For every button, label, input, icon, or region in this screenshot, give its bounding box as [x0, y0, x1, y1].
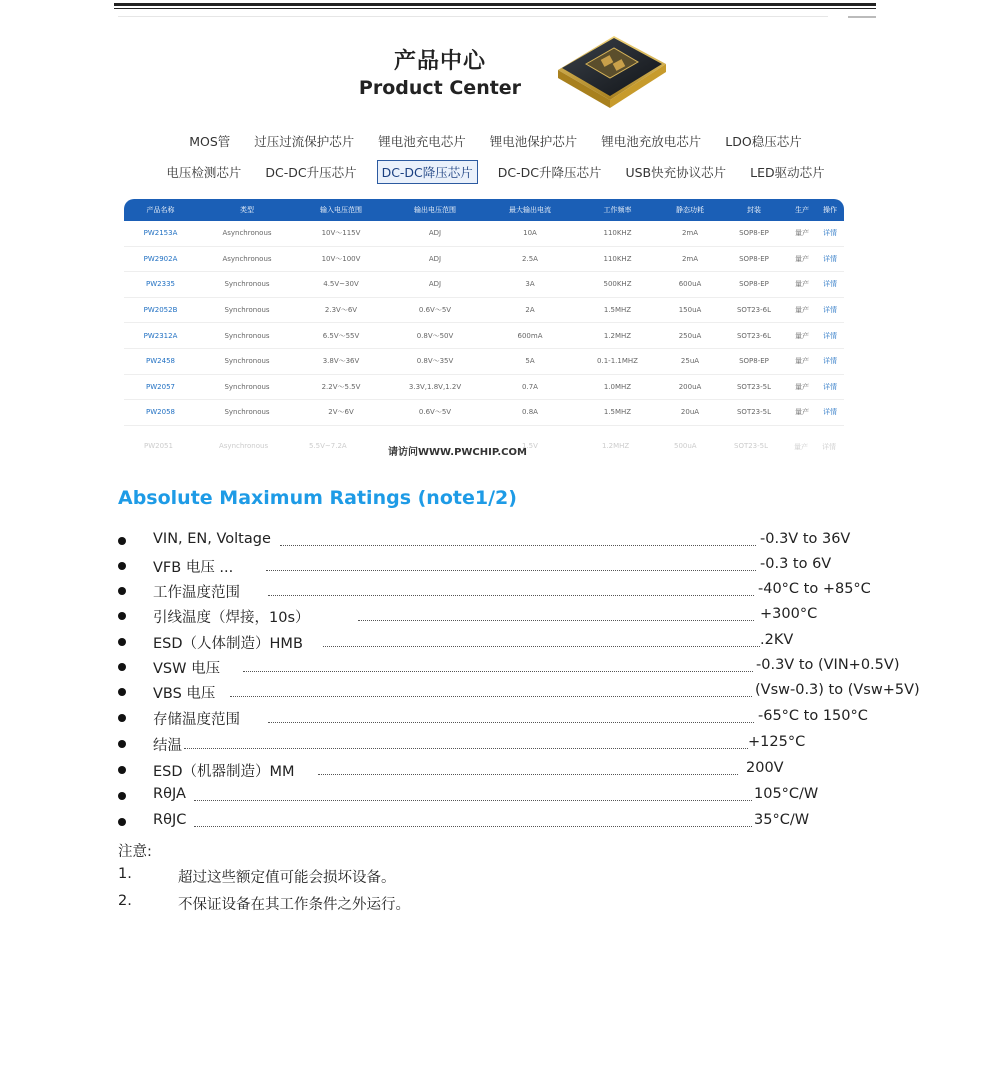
dot-leader: [323, 634, 760, 647]
cell-model[interactable]: PW2312A: [124, 323, 197, 349]
rating-value: +125°C: [748, 734, 806, 750]
cell-input: 6.5V～55V: [297, 323, 385, 349]
cell-frequency: 1.2MHZ: [575, 323, 660, 349]
category-boost[interactable]: DC-DC升压芯片: [265, 165, 357, 180]
cell-production: 量产: [788, 374, 816, 400]
bullet-icon: [118, 537, 126, 545]
cell-output: ADJ: [385, 246, 485, 272]
cell-model[interactable]: PW2153A: [124, 221, 197, 246]
header-input-range: 输入电压范围: [297, 199, 385, 221]
cell-package: SOP8-EP: [720, 246, 788, 272]
cell-model[interactable]: PW2052B: [124, 297, 197, 323]
cell-input: 4.5V~30V: [297, 272, 385, 298]
cell-quiescent: 200uA: [660, 374, 720, 400]
bullet-icon: [118, 688, 126, 696]
table-row: [124, 246, 844, 272]
cell-frequency: 1.5MHZ: [575, 400, 660, 426]
notes-title: 注意:: [118, 844, 152, 860]
cell-frequency: 1.5MHZ: [575, 297, 660, 323]
cell-quiescent: 2mA: [660, 246, 720, 272]
bullet-icon: [118, 638, 126, 646]
rating-value: -65°C to 150°C: [758, 708, 868, 724]
details-link[interactable]: 详情: [816, 297, 844, 323]
rating-value: .2KV: [760, 632, 794, 648]
cell-type: Synchronous: [197, 323, 297, 349]
cell-input: 3.8V～36V: [297, 348, 385, 374]
category-ldo[interactable]: LDO稳压芯片: [725, 134, 802, 149]
bullet-icon: [118, 818, 126, 826]
ghost-cell: 1.5V: [522, 442, 538, 450]
details-link[interactable]: 详情: [816, 221, 844, 246]
cell-frequency: 1.0MHZ: [575, 374, 660, 400]
cell-type: Synchronous: [197, 348, 297, 374]
rating-item: [118, 631, 838, 656]
header-action: 操作: [816, 199, 844, 221]
cell-package: SOT23-5L: [720, 374, 788, 400]
rating-item: [118, 811, 838, 836]
category-li-charge[interactable]: 锂电池充电芯片: [378, 134, 466, 149]
header-output-range: 输出电压范围: [385, 199, 485, 221]
cell-quiescent: 20uA: [660, 400, 720, 426]
cell-package: SOT23-5L: [720, 400, 788, 426]
cell-package: SOP8-EP: [720, 272, 788, 298]
rating-label: ESD（人体制造）HMB: [153, 636, 303, 652]
cell-quiescent: 2mA: [660, 221, 720, 246]
dot-leader: [266, 558, 756, 571]
cell-input: 2.3V～6V: [297, 297, 385, 323]
cell-quiescent: 25uA: [660, 348, 720, 374]
top-rule-thin: [114, 8, 876, 9]
rating-item: [118, 681, 920, 706]
ratings-heading: Absolute Maximum Ratings (note1/2): [118, 487, 517, 509]
rating-value: (Vsw-0.3) to (Vsw+5V): [755, 682, 920, 698]
cell-output: ADJ: [385, 221, 485, 246]
header-frequency: 工作频率: [575, 199, 660, 221]
rating-label: 工作温度范围: [153, 585, 240, 601]
product-table: [124, 199, 844, 426]
category-buck[interactable]: DC-DC降压芯片: [377, 160, 478, 184]
header-model: 产品名称: [124, 199, 197, 221]
details-link[interactable]: 详情: [816, 246, 844, 272]
rating-value: -0.3 to 6V: [760, 556, 832, 572]
cell-frequency: 500KHZ: [575, 272, 660, 298]
details-link[interactable]: 详情: [816, 323, 844, 349]
rating-label: VSW 电压: [153, 661, 221, 677]
cell-quiescent: 150uA: [660, 297, 720, 323]
cell-package: SOP8-EP: [720, 221, 788, 246]
dot-leader: [268, 710, 754, 723]
cell-production: 量产: [788, 246, 816, 272]
table-row: [124, 297, 844, 323]
rating-value: 200V: [746, 760, 784, 776]
cell-package: SOT23-6L: [720, 323, 788, 349]
cell-frequency: 0.1-1.1MHZ: [575, 348, 660, 374]
rating-item: [118, 656, 900, 681]
bullet-icon: [118, 612, 126, 620]
cell-production: 量产: [788, 272, 816, 298]
dot-leader: [243, 659, 753, 672]
rating-item: [118, 707, 868, 732]
rating-label: 引线温度（焊接，10s）: [153, 610, 310, 626]
table-row: [124, 348, 844, 374]
dot-leader: [184, 736, 748, 749]
cell-model[interactable]: PW2335: [124, 272, 197, 298]
table-row: [124, 323, 844, 349]
cell-output: 0.8V～35V: [385, 348, 485, 374]
ghost-cell: 量产: [794, 443, 808, 451]
cell-quiescent: 600uA: [660, 272, 720, 298]
chip-image: [552, 28, 670, 112]
header-production: 生产: [788, 199, 816, 221]
visit-website-text: 请访问WWW.PWCHIP.COM: [388, 447, 527, 458]
rating-item: [118, 759, 838, 784]
cell-quiescent: 250uA: [660, 323, 720, 349]
cell-current: 3A: [485, 272, 575, 298]
category-row-2: [0, 160, 991, 184]
top-rule-thick: [114, 3, 876, 6]
dot-leader: [194, 788, 752, 801]
cell-model[interactable]: PW2902A: [124, 246, 197, 272]
cell-frequency: 110KHZ: [575, 221, 660, 246]
category-row-1: [0, 130, 991, 152]
category-voltage-detect[interactable]: 电压检测芯片: [166, 165, 242, 180]
category-li-charge-discharge[interactable]: 锂电池充放电芯片: [601, 134, 702, 149]
product-center-title: [330, 44, 550, 99]
cell-production: 量产: [788, 221, 816, 246]
note-text: 超过这些额定值可能会损坏设备。: [178, 870, 396, 886]
cell-production: 量产: [788, 348, 816, 374]
ghost-cell: Asynchronous: [219, 442, 269, 450]
rating-value: 35°C/W: [754, 812, 810, 828]
ghost-cell: 详情: [822, 443, 836, 451]
cell-production: 量产: [788, 297, 816, 323]
rating-item: [118, 580, 871, 605]
cell-type: Asynchronous: [197, 246, 297, 272]
ghost-cell: 1.2MHZ: [602, 442, 630, 450]
cell-input: 10V～100V: [297, 246, 385, 272]
dot-leader: [318, 762, 738, 775]
cell-package: SOP8-EP: [720, 348, 788, 374]
dot-leader: [280, 533, 756, 546]
cell-frequency: 110KHZ: [575, 246, 660, 272]
bullet-icon: [118, 587, 126, 595]
cell-production: 量产: [788, 400, 816, 426]
category-mos[interactable]: MOS管: [189, 134, 231, 149]
cell-model[interactable]: PW2057: [124, 374, 197, 400]
note-number: 2.: [118, 893, 132, 909]
category-usb-fast-charge[interactable]: USB快充协议芯片: [625, 165, 727, 180]
cell-input: 2V～6V: [297, 400, 385, 426]
ghost-cell: PW2051: [144, 442, 173, 450]
category-buck-boost[interactable]: DC-DC升降压芯片: [497, 165, 602, 180]
product-center-title-en: Product Center: [358, 77, 522, 99]
rating-value: -0.3V to (VIN+0.5V): [756, 657, 900, 673]
cell-output: 3.3V,1.8V,1.2V: [385, 374, 485, 400]
header-type: 类型: [197, 199, 297, 221]
cell-current: 2A: [485, 297, 575, 323]
cell-current: 10A: [485, 221, 575, 246]
rating-item: [118, 530, 851, 555]
dot-leader: [268, 583, 754, 596]
details-link[interactable]: 详情: [816, 400, 844, 426]
cell-current: 0.7A: [485, 374, 575, 400]
details-link[interactable]: 详情: [816, 374, 844, 400]
cell-current: 0.8A: [485, 400, 575, 426]
rating-item: [118, 785, 838, 810]
table-row: [124, 221, 844, 246]
details-link[interactable]: 详情: [816, 272, 844, 298]
cell-output: 0.8V～50V: [385, 323, 485, 349]
bullet-icon: [118, 740, 126, 748]
rating-label: 存储温度范围: [153, 712, 240, 728]
cell-production: 量产: [788, 323, 816, 349]
cell-current: 600mA: [485, 323, 575, 349]
rating-value: -40°C to +85°C: [758, 581, 871, 597]
dot-leader: [194, 814, 752, 827]
top-rule-end: [848, 16, 876, 18]
product-center-title-cn: 产品中心: [393, 49, 486, 74]
dot-leader: [230, 684, 752, 697]
category-li-protect[interactable]: 锂电池保护芯片: [489, 134, 578, 149]
rating-label: 结温: [153, 738, 182, 754]
note-number: 1.: [118, 866, 132, 882]
ghost-cell: 500uA: [674, 442, 697, 450]
note-text: 不保证设备在其工作条件之外运行。: [178, 897, 410, 913]
cell-input: 2.2V～5.5V: [297, 374, 385, 400]
rating-item: [118, 733, 838, 758]
cell-type: Synchronous: [197, 374, 297, 400]
cell-current: 5A: [485, 348, 575, 374]
cell-type: Synchronous: [197, 400, 297, 426]
cell-output: 0.6V～5V: [385, 400, 485, 426]
cell-output: ADJ: [385, 272, 485, 298]
rating-label: VBS 电压: [153, 686, 216, 702]
dot-leader: [358, 608, 754, 621]
details-link[interactable]: 详情: [816, 348, 844, 374]
cell-type: Asynchronous: [197, 221, 297, 246]
rating-label: RθJA: [153, 786, 186, 802]
category-led-driver[interactable]: LED驱动芯片: [750, 165, 825, 180]
cell-input: 10V～115V: [297, 221, 385, 246]
header-quiescent: 静态功耗: [660, 199, 720, 221]
rating-item: [118, 605, 838, 630]
cell-type: Synchronous: [197, 272, 297, 298]
cell-model[interactable]: PW2058: [124, 400, 197, 426]
table-row: [124, 272, 844, 298]
cell-model[interactable]: PW2458: [124, 348, 197, 374]
bullet-icon: [118, 663, 126, 671]
bullet-icon: [118, 714, 126, 722]
top-rule-light: [118, 16, 828, 17]
bullet-icon: [118, 766, 126, 774]
rating-label: VIN, EN, Voltage: [153, 531, 271, 547]
rating-value: 105°C/W: [754, 786, 819, 802]
bullet-icon: [118, 562, 126, 570]
rating-value: -0.3V to 36V: [760, 531, 851, 547]
rating-label: VFB 电压 ...: [153, 560, 234, 576]
cell-package: SOT23-6L: [720, 297, 788, 323]
table-row: [124, 400, 844, 426]
cell-type: Synchronous: [197, 297, 297, 323]
bullet-icon: [118, 792, 126, 800]
header-package: 封装: [720, 199, 788, 221]
rating-label: RθJC: [153, 812, 187, 828]
rating-value: +300°C: [760, 606, 818, 622]
cell-current: 2.5A: [485, 246, 575, 272]
table-header-row: [124, 199, 844, 221]
header-max-current: 最大输出电流: [485, 199, 575, 221]
ghost-cell: SOT23-5L: [734, 442, 769, 450]
rating-item: [118, 555, 838, 580]
ghost-cell: 5.5V~7.2A: [309, 442, 347, 450]
category-ovp-ocp[interactable]: 过压过流保护芯片: [254, 134, 355, 149]
table-row: [124, 374, 844, 400]
cell-output: 0.6V～5V: [385, 297, 485, 323]
rating-label: ESD（机器制造）MM: [153, 764, 295, 780]
